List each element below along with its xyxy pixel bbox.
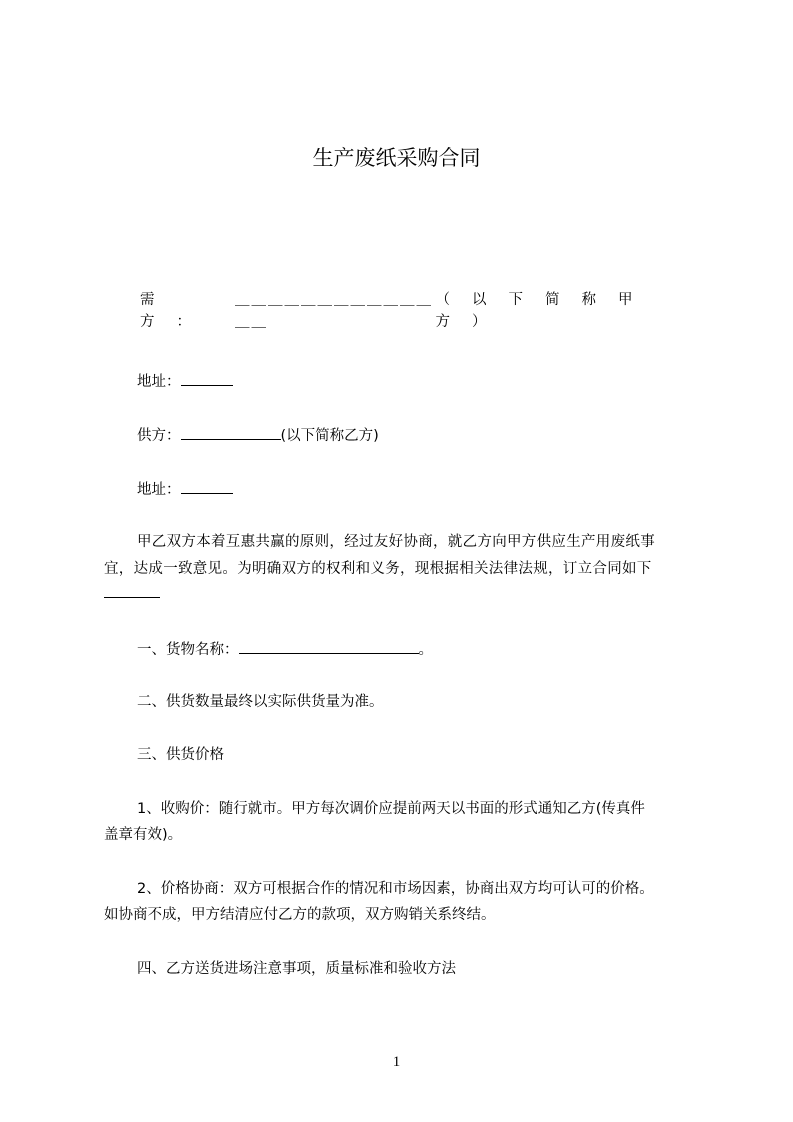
- buyer-address-line: [137, 371, 233, 392]
- seller-address-line: [137, 479, 233, 500]
- item-3-2-line-2: 如协商不成，甲方结清应付乙方的款项，双方购销关系终结。: [104, 907, 496, 923]
- item-1-label: 一、货物名称：: [137, 642, 239, 658]
- seller-address-blank: [181, 479, 233, 494]
- seller-address-label: 地址：: [137, 482, 181, 498]
- seller-blank: [181, 425, 281, 440]
- buyer-suffix: （以下简称甲方）: [435, 292, 655, 330]
- buyer-blank: ＿＿＿＿＿＿＿＿＿＿＿＿＿＿: [235, 292, 434, 330]
- buyer-address-blank: [181, 371, 233, 386]
- item-3-2-line-1: 2、价格协商：双方可根据合作的情况和市场因素，协商出双方均可认可的价格。: [137, 881, 654, 897]
- intro-blank: [104, 583, 160, 598]
- seller-suffix: (以下简称乙方): [280, 428, 379, 444]
- page-number: 1: [392, 1054, 401, 1070]
- item-1: [137, 639, 433, 660]
- intro-line-2: 宜，达成一致意见。为明确双方的权利和义务，现根据相关法律法规，订立合同如下: [104, 561, 652, 577]
- item-3-1-line-2: 盖章有效)。: [104, 827, 183, 843]
- buyer-line: [140, 289, 689, 333]
- seller-label: 供方：: [137, 428, 181, 444]
- goods-name-blank: [239, 639, 419, 654]
- buyer-label: 需方：: [140, 292, 213, 330]
- intro-line-3: [104, 583, 160, 604]
- intro-line-1: 甲乙双方本着互惠共赢的原则，经过友好协商，就乙方向甲方供应生产用废纸事: [137, 534, 655, 550]
- item-4: 四、乙方送货进场注意事项，质量标准和验收方法: [137, 961, 456, 977]
- item-3: 三、供货价格: [137, 747, 224, 763]
- buyer-address-label: 地址：: [137, 374, 181, 390]
- seller-line: [137, 425, 379, 446]
- item-3-1-line-1: 1、收购价：随行就市。甲方每次调价应提前两天以书面的形式通知乙方(传真件: [137, 801, 645, 817]
- item-2: 二、供货数量最终以实际供货量为准。: [137, 694, 384, 710]
- item-1-end: 。: [418, 642, 433, 658]
- document-title: 生产废纸采购合同: [312, 146, 481, 170]
